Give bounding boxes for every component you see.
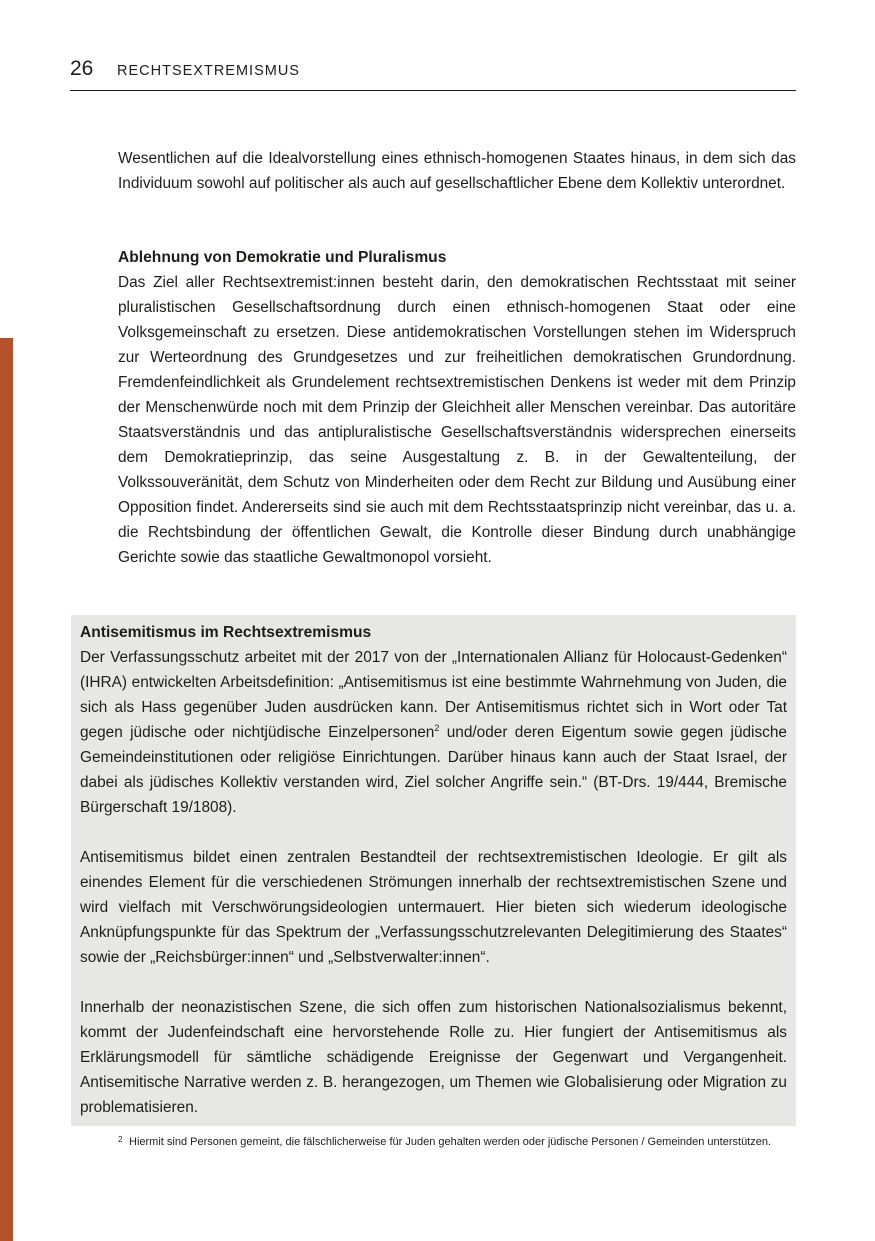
side-accent-bar	[0, 338, 13, 1241]
running-title: RECHTSEXTREMISMUS	[117, 63, 300, 79]
box-paragraph-3: Innerhalb der neonazistischen Szene, die sich offen zum historischen Nationalsozialismus bekennt, kommt der Judenfeindschaft eine hervorstehende Rolle zu. Hier fungiert der Antisemitismus als Erklärungsmodell für sämtliche schädigende Ereignisse der Gegenwart und Vergangenheit. Antisemitische Narrative werden z. B. herangezogen, um Themen wie Globalisierung oder Migration zu problematisieren.	[80, 999, 787, 1116]
box-paragraph-1: Der Verfassungsschutz arbeitet mit der 2017 von der „Internationalen Allianz für Holocaust-Gedenken“ (IHRA) entwickelten Arbeitsdefinition: „Antisemitismus ist eine bestimmte Wahrnehmung von Juden, die sich als Hass gegenüber Juden ausdrücken kann. Der Antisemitismus richtet sich in Wort oder Tat gegen jüdische oder nichtjüdische Einzelpersonen$^2$ und/oder deren Eigentum sowie gegen jüdische Gemeindeinstitutionen oder religiöse Einrichtungen. Darüber hinaus kann auch der Staat Israel, der dabei als jüdisches Kollektiv verstanden wird, Ziel solcher Angriffe sein.“ (BT-Drs. 19/444, Bremische Bürgerschaft 19/1808).	[80, 649, 787, 816]
footnote-marker: 2	[118, 1135, 123, 1144]
intro-paragraph: Wesentlichen auf die Idealvorstellung eines ethnisch-homogenen Staates hinaus, in dem sich das Individuum sowohl auf politischer als auch auf gesellschaftlicher Ebene dem Kollektiv unterordnet.	[118, 150, 796, 192]
section-heading: Ablehnung von Demokratie und Pluralismus	[118, 249, 447, 266]
intro-paragraph-block	[118, 146, 796, 196]
footnote-text: Hiermit sind Personen gemeint, die fälschlicherweise für Juden gehalten werden oder jüdische Personen / Gemeinden unterstützen.	[129, 1136, 772, 1148]
footnote-reference: 2	[434, 722, 440, 733]
box-paragraph-2: Antisemitismus bildet einen zentralen Bestandteil der rechtsextremistischen Ideologie. Er gilt als einendes Element für die verschiedenen Strömungen innerhalb der rechtsextremistischen Szene und wird vielfach mit Verschwörungsideologien untermauert. Hier bieten sich wiederum ideologische Anknüpfungspunkte für das Spektrum der „Verfassungsschutzrelevanten Delegitimierung des Staates“ sowie der „Reichsbürger:innen“ und „Selbstverwalter:innen“.	[80, 849, 787, 966]
page-header	[70, 56, 796, 91]
antisemitism-info-box	[71, 615, 796, 1126]
box-heading: Antisemitismus im Rechtsextremismus	[80, 624, 372, 641]
page-number: 26	[70, 57, 94, 80]
democracy-section	[118, 246, 796, 570]
section-paragraph: Das Ziel aller Rechtsextremist:innen besteht darin, den demokratischen Rechtsstaat mit seiner pluralistischen Gesellschaftsordnung durch einen ethnisch-homogenen Staat oder eine Volksgemeinschaft zu ersetzen. Diese antidemokratischen Vorstellungen stehen im Widerspruch zur Werteordnung des Grundgesetzes und zur freiheitlichen demokratischen Grundordnung. Fremdenfeindlichkeit als Grundelement rechtsextremistischen Denkens ist weder mit dem Prinzip der Menschenwürde noch mit dem Prinzip der Gleichheit aller Menschen vereinbar. Das autoritäre Staatsverständnis und das antipluralistische Gesellschaftsverständnis widersprechen einerseits dem Demokratieprinzip, das seine Ausgestaltung z. B. in der Gewaltenteilung, der Volkssouveränität, dem Schutz von Minderheiten oder dem Recht zur Bildung und Ausübung einer Opposition findet. Andererseits sind sie auch mit dem Rechtsstaatsprinzip nicht vereinbar, das u. a. die Rechtsbindung der öffentlichen Gewalt, die Kontrolle dieser Bindung durch unabhängige Gerichte sowie das staatliche Gewaltmonopol vorsieht.	[118, 274, 796, 566]
footnote	[118, 1134, 796, 1150]
